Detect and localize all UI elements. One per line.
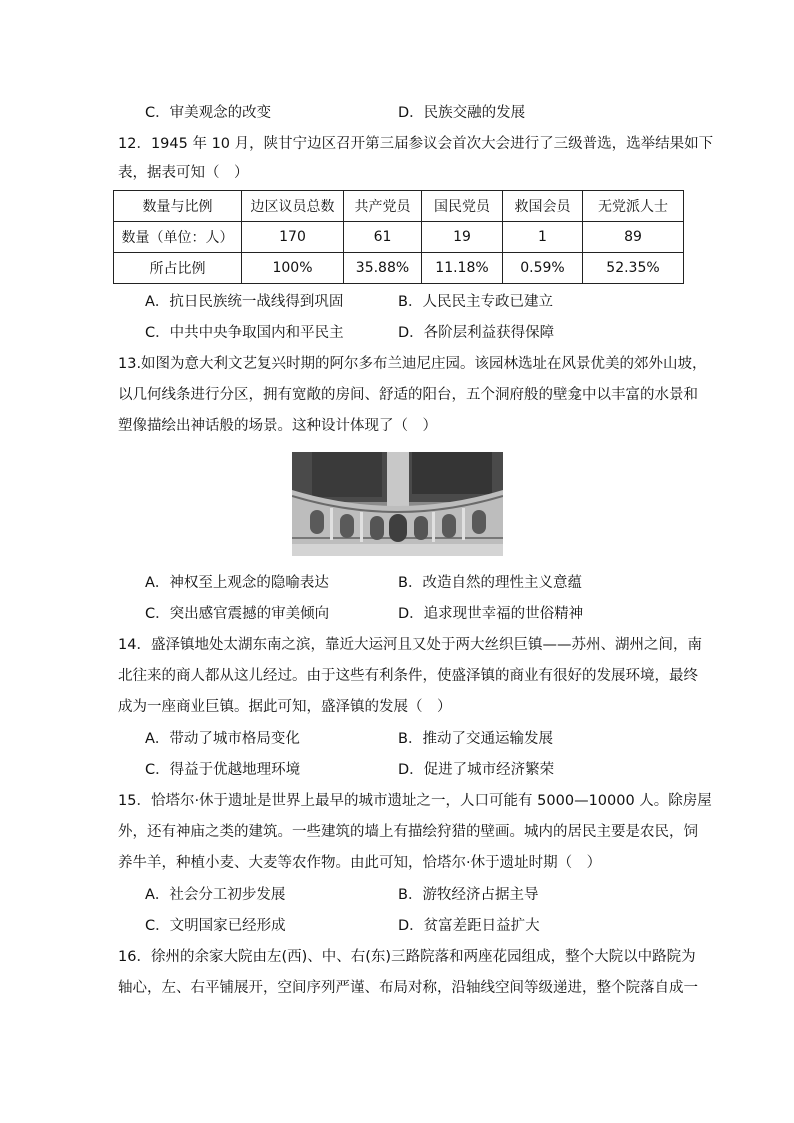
- table-header-cell: 救国会员: [503, 191, 583, 222]
- q13-option-b: B．改造自然的理性主义意蕴: [398, 575, 582, 591]
- table-cell: 52.35%: [583, 253, 684, 284]
- q14-stem-line-1: 14．盛泽镇地处太湖东南之滨，靠近大运河且又处于两大丝织巨镇——苏州、湖州之间，南: [118, 637, 702, 653]
- q12-stem-line-2: 表，据表可知（ ）: [118, 165, 249, 181]
- q16-stem-line-1: 16．徐州的余家大院由左(西)、中、右(东)三路院落和两座花园组成，整个大院以中路院为: [118, 949, 696, 965]
- table-cell: 19: [422, 222, 503, 253]
- table-header-cell: 无党派人士: [583, 191, 684, 222]
- q14-option-a: A．带动了城市格局变化: [145, 731, 300, 747]
- table-row-count: [114, 222, 684, 253]
- table-row-ratio: [114, 253, 684, 284]
- q13-option-d: D．追求现世幸福的世俗精神: [398, 606, 584, 622]
- table-cell: 35.88%: [344, 253, 422, 284]
- table-cell: 89: [583, 222, 684, 253]
- q13-stem-line-3: 塑像描绘出神话般的场景。这种设计体现了（ ）: [118, 418, 437, 434]
- q15-option-d: D．贫富差距日益扩大: [398, 918, 540, 934]
- q12-option-a: A．抗日民族统一战线得到巩固: [145, 294, 344, 310]
- q15-stem-line-3: 养牛羊，种植小麦、大麦等农作物。由此可知，恰塔尔·休于遗址时期（ ）: [118, 855, 602, 871]
- q11-option-d: D．民族交融的发展: [398, 105, 526, 121]
- q11-option-c: C．审美观念的改变: [145, 105, 272, 121]
- table-header-cell: 国民党员: [422, 191, 503, 222]
- table-cell: 100%: [242, 253, 344, 284]
- table-cell: 数量（单位：人）: [114, 222, 242, 253]
- q14-option-b: B．推动了交通运输发展: [398, 731, 553, 747]
- q15-option-a: A．社会分工初步发展: [145, 887, 286, 903]
- table-cell: 61: [344, 222, 422, 253]
- q12-option-c: C．中共中央争取国内和平民主: [145, 325, 344, 341]
- table-header-row: [114, 191, 684, 222]
- table-cell: 1: [503, 222, 583, 253]
- q13-stem-line-1: 13.如图为意大利文艺复兴时期的阿尔多布兰迪尼庄园。该园林选址在风景优美的郊外山坡，: [118, 356, 707, 372]
- q15-stem-line-2: 外，还有神庙之类的建筑。一些建筑的墙上有描绘狩猎的壁画。城内的居民主要是农民，饲: [118, 824, 698, 840]
- q12-stem-line-1: 12．1945 年 10 月，陕甘宁边区召开第三届参议会首次大会进行了三级普选，选举结果如下: [118, 136, 714, 152]
- q15-option-b: B．游牧经济占据主导: [398, 887, 539, 903]
- election-results-table: [113, 190, 684, 284]
- table-cell: 11.18%: [422, 253, 503, 284]
- table-cell: 0.59%: [503, 253, 583, 284]
- q12-option-d: D．各阶层利益获得保障: [398, 325, 555, 341]
- q12-option-b: B．人民民主专政已建立: [398, 294, 553, 310]
- q14-stem-line-3: 成为一座商业巨镇。据此可知，盛泽镇的发展（ ）: [118, 699, 452, 715]
- q15-option-c: C．文明国家已经形成: [145, 918, 286, 934]
- q14-option-d: D．促进了城市经济繁荣: [398, 762, 555, 778]
- q13-option-c: C．突出感官震撼的审美倾向: [145, 606, 330, 622]
- table-cell: 所占比例: [114, 253, 242, 284]
- q14-stem-line-2: 北往来的商人都从这儿经过。由于这些有利条件，使盛泽镇的商业有很好的发展环境，最终: [118, 668, 698, 684]
- villa-aldobrandini-photo: [292, 452, 503, 556]
- table-header-cell: 数量与比例: [114, 191, 242, 222]
- table-cell: 170: [242, 222, 344, 253]
- q14-option-c: C．得益于优越地理环境: [145, 762, 301, 778]
- q15-stem-line-1: 15．恰塔尔·休于遗址是世界上最早的城市遗址之一，人口可能有 5000—10000 人。除房屋: [118, 793, 712, 809]
- table-header-cell: 边区议员总数: [242, 191, 344, 222]
- q13-stem-line-2: 以几何线条进行分区，拥有宽敞的房间、舒适的阳台，五个洞府般的壁龛中以丰富的水景和: [118, 387, 698, 403]
- q13-option-a: A．神权至上观念的隐喻表达: [145, 575, 329, 591]
- table-header-cell: 共产党员: [344, 191, 422, 222]
- q16-stem-line-2: 轴心，左、右平铺展开，空间序列严谨、布局对称，沿轴线空间等级递进，整个院落自成一: [118, 980, 698, 996]
